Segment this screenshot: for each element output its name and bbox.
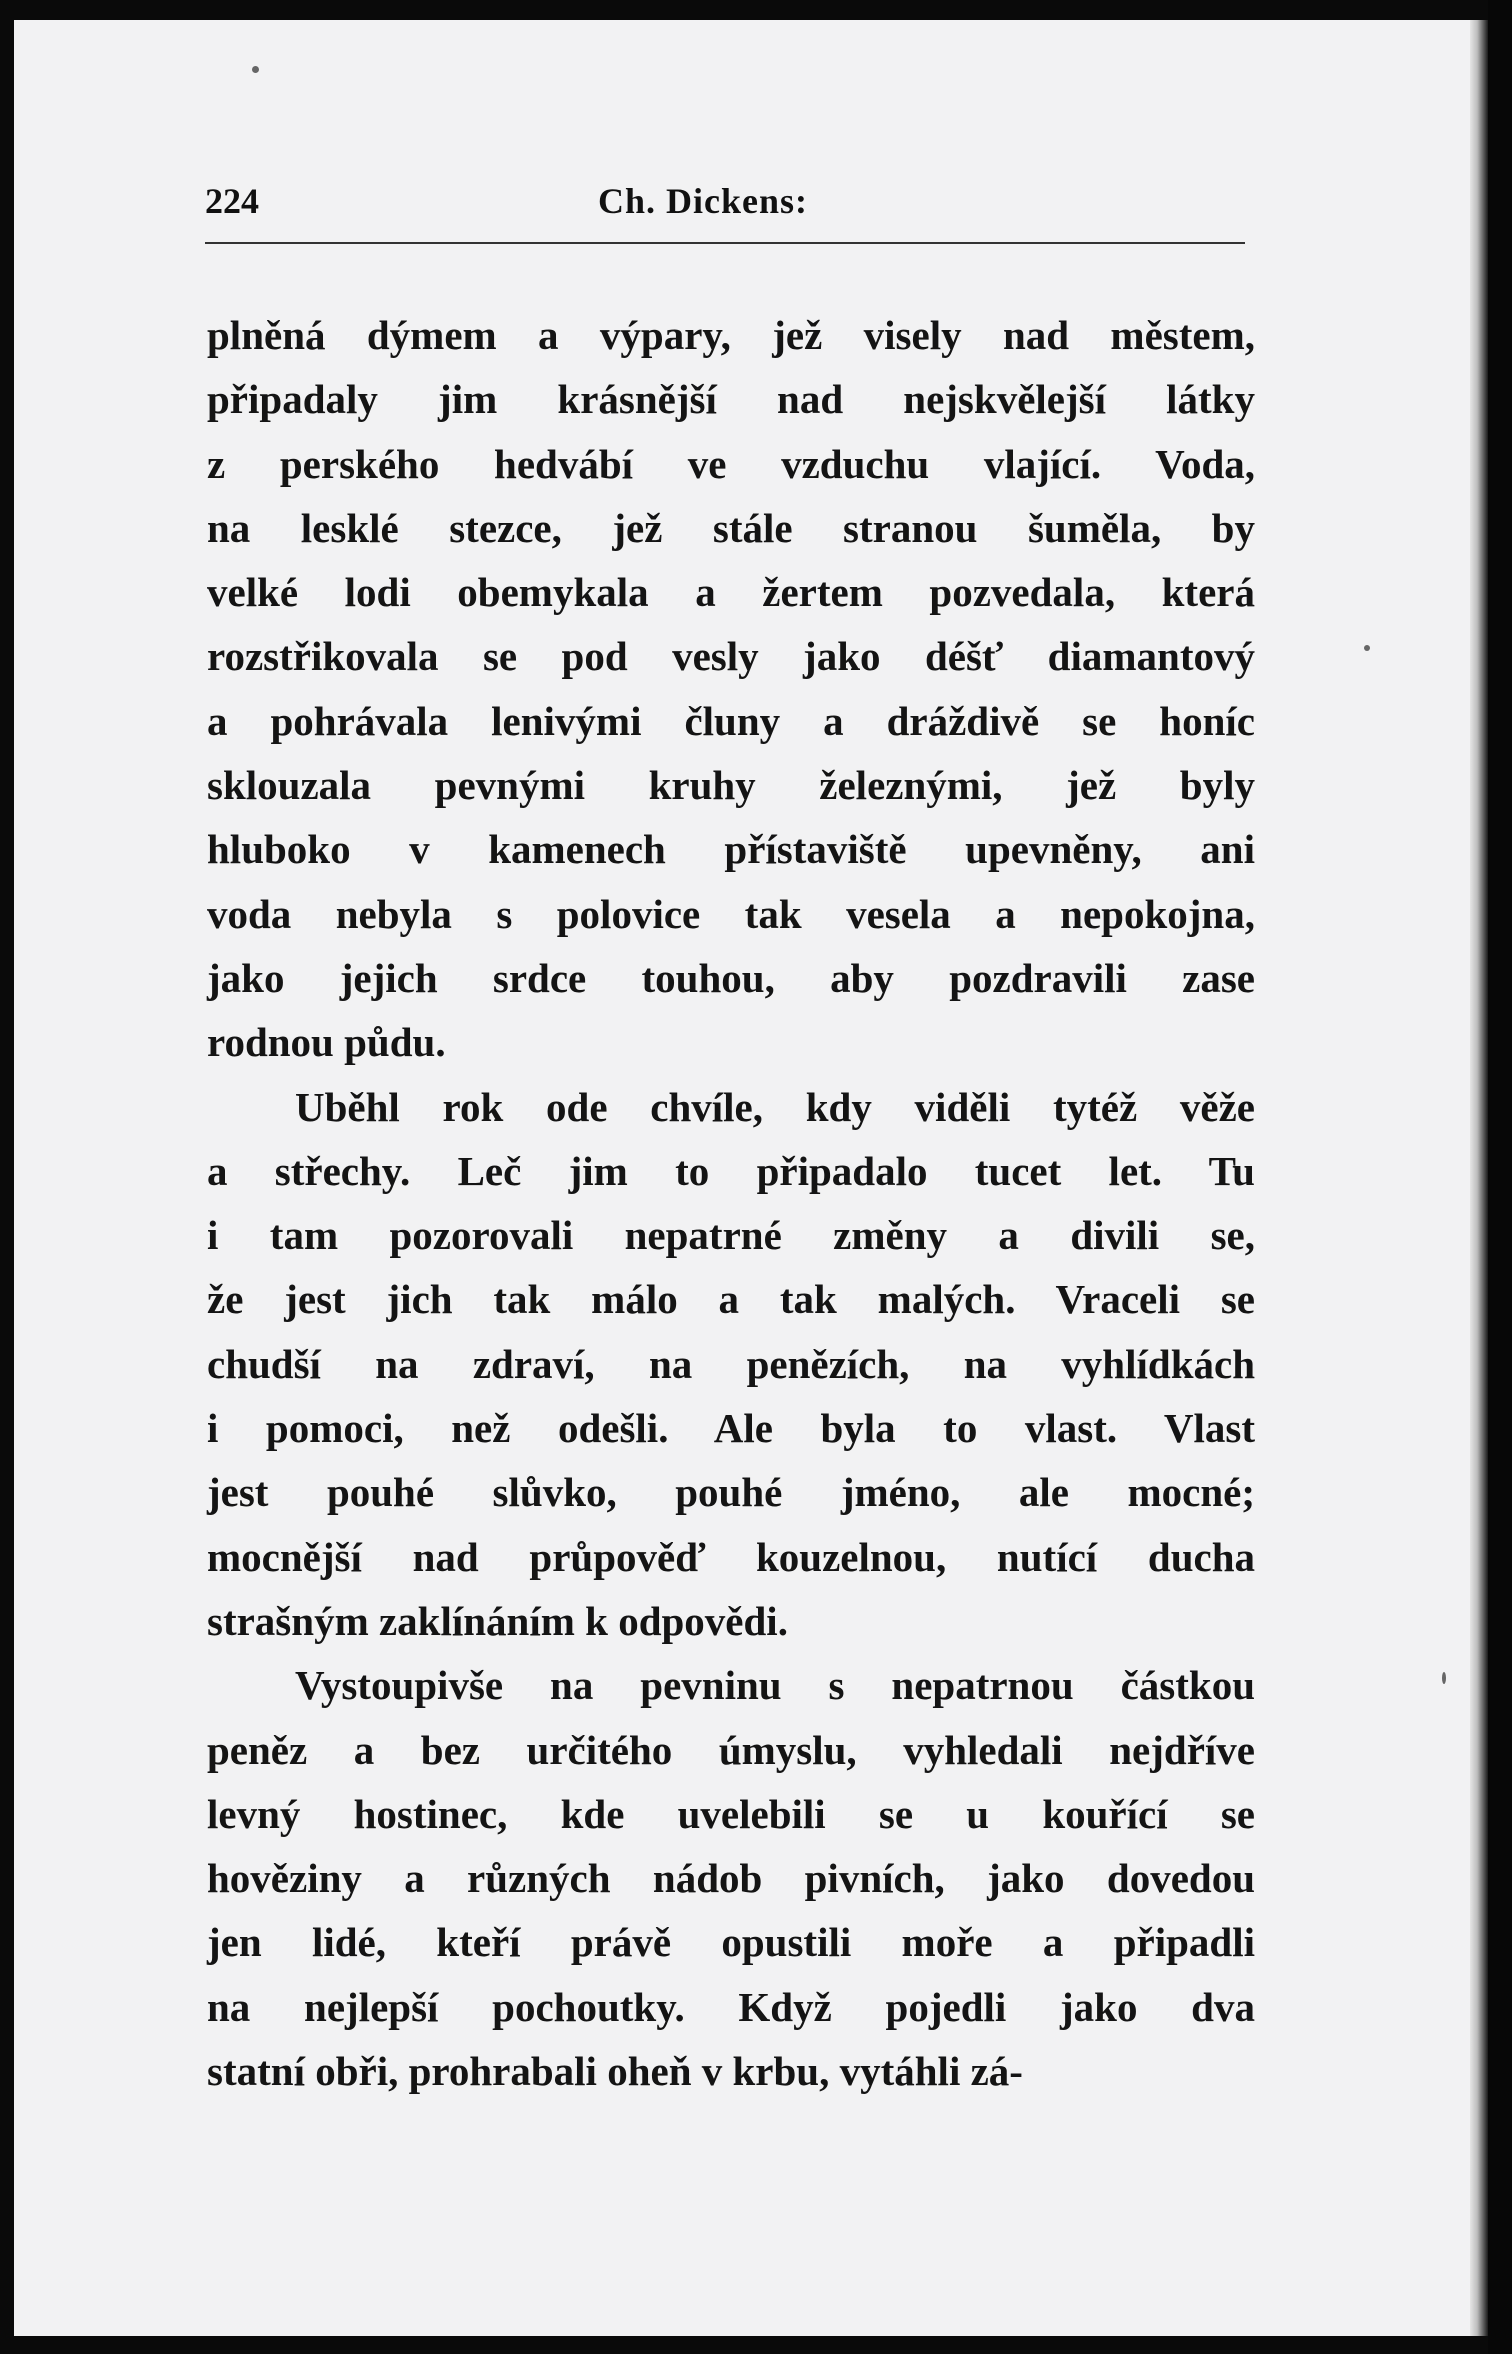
paragraph: [207, 1653, 1255, 2103]
page-number: 224: [205, 181, 259, 221]
header-rule: [205, 242, 1245, 244]
text-line: mocnější nad průpověď kouzelnou, nutící ducha: [207, 1533, 1255, 1580]
page-header: [205, 180, 1245, 226]
paragraph: [207, 1075, 1255, 1654]
text-line: i pomoci, než odešli. Ale byla to vlast. Vlast: [207, 1405, 1255, 1452]
running-head: Ch. Dickens:: [598, 181, 809, 221]
text-line: jako jejich srdce touhou, aby pozdravili zase: [207, 954, 1255, 1001]
text-line: sklouzala pevnými kruhy železnými, jež byly: [207, 762, 1255, 809]
text-line: Uběhl rok ode chvíle, kdy viděli tytéž věže: [295, 1083, 1255, 1130]
text-line: a střechy. Leč jim to připadalo tucet let. Tu: [207, 1147, 1255, 1194]
text-line: strašným zaklínáním k odpovědi.: [207, 1597, 788, 1644]
text-line: na lesklé stezce, jež stále stranou šuměla, by: [207, 504, 1255, 551]
text-line: levný hostinec, kde uvelebili se u kouřící se: [207, 1790, 1255, 1837]
paper-speck: [252, 66, 259, 73]
page-edge-shadow: [1470, 20, 1488, 2336]
body-text: [207, 303, 1255, 2103]
text-line: rozstřikovala se pod vesly jako déšť diamantový: [207, 633, 1255, 680]
text-line: a pohrávala lenivými čluny a dráždivě se honíc: [207, 697, 1255, 744]
text-line: na nejlepší pochoutky. Když pojedli jako dva: [207, 1983, 1255, 2030]
paragraph: [207, 303, 1255, 1075]
text-line: peněz a bez určitého úmyslu, vyhledali nejdříve: [207, 1726, 1255, 1773]
text-line: statní obři, prohrabali oheň v krbu, vytáhli zá-: [207, 2048, 1023, 2095]
text-line: že jest jich tak málo a tak malých. Vraceli se: [207, 1276, 1255, 1323]
text-line: i tam pozorovali nepatrné změny a divili se,: [207, 1212, 1255, 1259]
text-line: voda nebyla s polovice tak vesela a nepokojna,: [207, 890, 1255, 937]
text-line: hověziny a různých nádob pivních, jako dovedou: [207, 1855, 1255, 1902]
text-line: jen lidé, kteří právě opustili moře a připadli: [207, 1919, 1255, 1966]
scan-border: [1488, 0, 1512, 2354]
paper-speck: [1364, 645, 1370, 651]
text-line: jest pouhé slůvko, pouhé jméno, ale mocné;: [207, 1469, 1255, 1516]
paper-speck: [1442, 1672, 1446, 1684]
text-line: hluboko v kamenech přístaviště upevněny, ani: [207, 826, 1255, 873]
text-line: Vystoupivše na pevninu s nepatrnou částkou: [295, 1662, 1255, 1709]
text-line: rodnou půdu.: [207, 1019, 446, 1066]
text-line: plněná dýmem a výpary, jež visely nad městem,: [207, 312, 1255, 358]
text-line: připadaly jim krásnější nad nejskvělejší látky: [207, 376, 1255, 423]
text-line: velké lodi obemykala a žertem pozvedala, která: [207, 569, 1255, 616]
text-line: z perského hedvábí ve vzduchu vlající. Voda,: [207, 440, 1255, 487]
text-line: chudší na zdraví, na penězích, na vyhlídkách: [207, 1340, 1255, 1387]
